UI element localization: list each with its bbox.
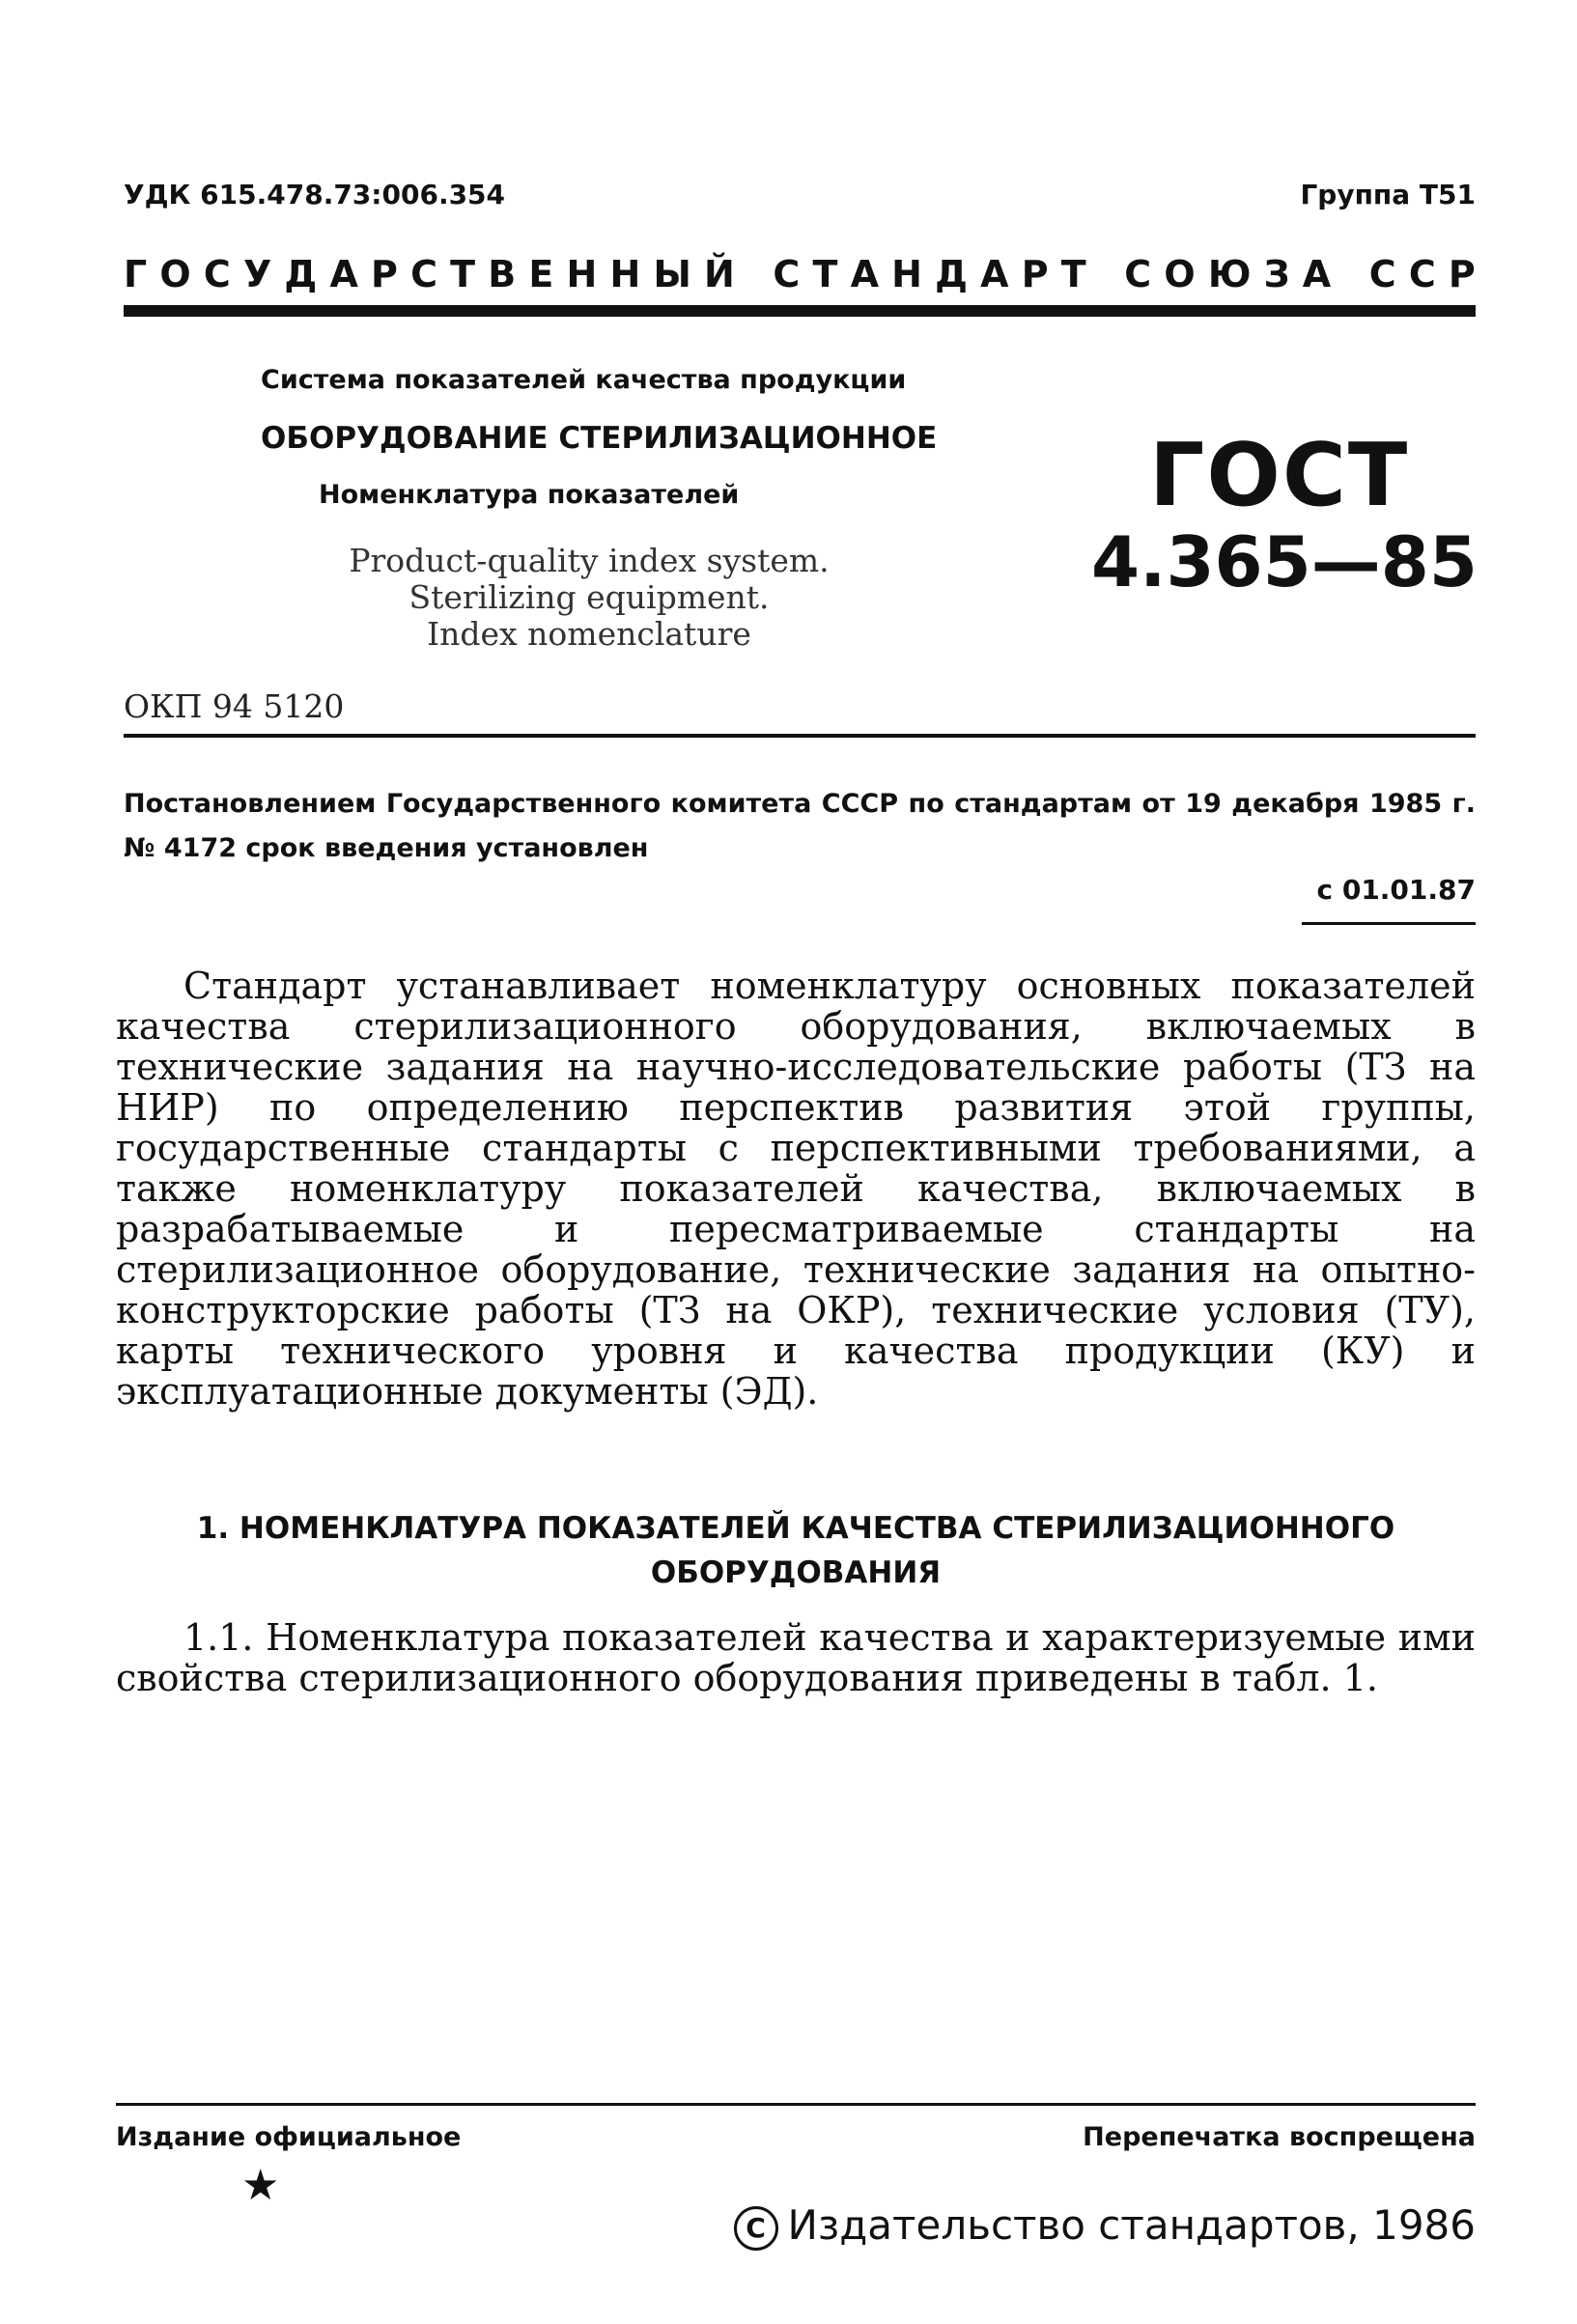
title-block-rule <box>124 734 1476 738</box>
heading-letter: С <box>773 253 801 295</box>
heading-letter: О <box>1164 253 1196 295</box>
gost-label: ГОСТ <box>1149 425 1410 526</box>
heading-letter: С <box>1408 253 1436 295</box>
heading-letter: Т <box>812 253 838 295</box>
heading-letter: Р <box>371 253 398 295</box>
heading-letter: Д <box>284 253 318 295</box>
heading-letter: Е <box>528 253 554 295</box>
heading-letter: Ы <box>653 253 691 295</box>
heading-letter: О <box>159 253 191 295</box>
scope-paragraph: Стандарт устанавливает номенклатуру основных показателей качества стерилизационного оборудования, включаемых в технические задания на научно-исследовательские работы (ТЗ на НИР) по определению перспектив развития этой группы, государственные стандарты с перспективными требованиями, а также номенклатуру показателей качества, включаемых в разрабатываемые и пересматриваемые стандарты на стерилизационное оборудование, технические задания на опытно-конструкторские работы (ТЗ на ОКР), технические условия (ТУ), карты технического уровня и качества продукции (КУ) и эксплуатационные документы (ЭД). <box>116 965 1476 1413</box>
heading-letter: Т <box>1060 253 1086 295</box>
heading-gap <box>1343 253 1356 295</box>
section-heading: 1. НОМЕНКЛАТУРА ПОКАЗАТЕЛЕЙ КАЧЕСТВА СТЕРИЛИЗАЦИОННОГО ОБОРУДОВАНИЯ <box>196 1511 1395 1590</box>
heading-letter: Н <box>891 253 922 295</box>
heading-gap <box>1099 253 1112 295</box>
heading-letter: А <box>850 253 879 295</box>
heading-letter: У <box>242 253 272 295</box>
heading-letter: Р <box>1448 253 1476 295</box>
footer-rule <box>116 2103 1476 2106</box>
reprint-prohibited: Перепечатка воспрещена <box>1083 2122 1476 2152</box>
header-rule <box>124 305 1476 317</box>
product-title: ОБОРУДОВАНИЕ СТЕРИЛИЗАЦИОННОЕ <box>261 421 938 456</box>
heading-letter: С <box>1124 253 1152 295</box>
heading-letter: Д <box>935 253 968 295</box>
decree-text: Постановлением Государственного комитета СССР по стандартам от 19 декабря 1985 г. № 4172 срок введения установлен <box>124 789 1476 863</box>
heading-letter: С <box>1368 253 1396 295</box>
heading-letter: Р <box>1021 253 1049 295</box>
gost-number: 4.365—85 <box>1091 521 1478 602</box>
heading-gap <box>747 253 760 295</box>
english-title <box>338 543 840 653</box>
star-icon: ★ <box>241 2161 280 2210</box>
heading-letter: Ю <box>1207 253 1252 295</box>
heading-letter: А <box>980 253 1009 295</box>
heading-letter: Г <box>124 253 148 295</box>
publisher-name: Издательство стандартов, 1986 <box>787 2201 1476 2249</box>
state-standard-heading <box>124 253 1476 295</box>
heading-letter: Н <box>566 253 598 295</box>
nomenclature-title: Номенклатура показателей <box>319 480 740 510</box>
english-title-line: Product-quality index system. <box>349 542 830 579</box>
heading-letter: Н <box>609 253 641 295</box>
english-title-line: Index nomenclature <box>427 615 751 653</box>
publisher-line <box>734 2201 1476 2251</box>
system-title: Система показателей качества продукции <box>261 365 907 395</box>
official-edition: Издание официальное <box>116 2122 462 2152</box>
clause-1-1: 1.1. Номенклатура показателей качества и характеризуемые ими свойства стерилизационного оборудования приведены в табл. 1. <box>116 1616 1476 1699</box>
english-title-line: Sterilizing equipment. <box>408 578 770 616</box>
heading-letter: В <box>488 253 517 295</box>
copyright-icon: C <box>734 2206 778 2251</box>
heading-letter: Т <box>450 253 476 295</box>
date-underline <box>1302 922 1476 925</box>
heading-letter: А <box>329 253 358 295</box>
heading-letter: С <box>410 253 437 295</box>
udk-code: УДК 615.478.73:006.354 <box>124 179 506 210</box>
heading-letter: Й <box>704 253 735 295</box>
effective-date: с 01.01.87 <box>1316 874 1476 906</box>
group-code: Группа Т51 <box>1300 179 1476 210</box>
heading-letter: З <box>1263 253 1290 295</box>
heading-letter: А <box>1302 253 1332 295</box>
heading-letter: С <box>203 253 231 295</box>
okp-code: ОКП 94 5120 <box>124 687 345 725</box>
